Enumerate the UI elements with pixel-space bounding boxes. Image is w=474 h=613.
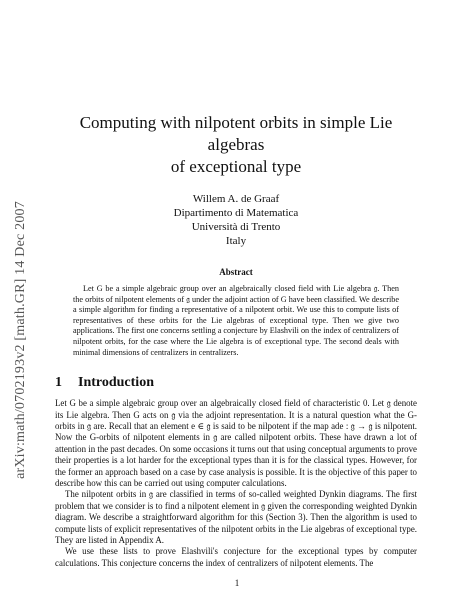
page-number: 1 [234, 578, 240, 588]
title-line-1: Computing with nilpotent orbits in simple Lie algebras [79, 113, 393, 154]
section-number: 1 [55, 375, 62, 391]
author-block [55, 192, 417, 248]
paper-content [55, 112, 417, 569]
author-university: Università di Trento [191, 221, 281, 233]
title-line-2: of exceptional type [170, 157, 302, 176]
section-title: Introduction [78, 375, 154, 391]
author-name: Willem A. de Graaf [192, 193, 280, 205]
intro-paragraph-2: The nilpotent orbits in 𝔤 are classified in terms of so-called weighted Dynkin diagrams. The first problem that we consider is to find a nilpotent element in 𝔤 given the corresponding weighted Dynkin diagram. We describe a straightforward algorithm for this (Section 3). Then the algorithm is used to compute lists of explicit representatives of the nilpotent orbits in the Lie algebras of exceptional type. They are listed in Appendix A. [55, 489, 417, 546]
author-country: Italy [225, 235, 247, 247]
abstract-text: Let G be a simple algebraic group over an algebraically closed field with Lie algebra 𝔤. Then the orbits of nilpotent elements of 𝔤 under the adjoint action of G have been classified. We describe a simple algorithm for finding a representative of a nilpotent orbit. We use this to compute lists of representatives of these orbits for the Lie algebras of exceptional type. Then we give two applications. The first one concerns settling a conjecture by Elashvili on the index of centralizers of nilpotent orbits, for the case where the Lie algebra is of exceptional type. The second deals with minimal dimensions of centralizers in centralizers. [73, 284, 399, 357]
paper-title [55, 112, 417, 178]
section-heading [55, 374, 417, 392]
abstract-heading: Abstract [219, 267, 253, 277]
intro-paragraph-1: Let G be a simple algebraic group over an algebraically closed field of characteristic 0. Let 𝔤 denote its Lie algebra. Then G acts on 𝔤 via the adjoint representation. It is a natural question what the G-orbits in 𝔤 are. Recall that an element e ∈ 𝔤 is said to be nilpotent if the map ade : 𝔤 → 𝔤 is nilpotent. Now the G-orbits of nilpotent elements in 𝔤 are called nilpotent orbits. These have drawn a lot of attention in the past decades. On some occasions it turns out that using conceptual arguments to prove their properties is a lot harder for the exceptional types than it is for the classical types. However, for the former an approach based on a case by case analysis is possible. It is the objective of this paper to describe how this can be carried out using computer calculations. [55, 398, 417, 488]
arxiv-identifier: arXiv:math/0702193v2 [math.GR] 14 Dec 2007 [13, 201, 29, 479]
author-department: Dipartimento di Matematica [173, 207, 299, 219]
intro-paragraph-3: We use these lists to prove Elashvili's conjecture for the exceptional types by computer calculations. This conjecture concerns the index of centralizers of nilpotent elements. The [55, 546, 417, 568]
arxiv-side-stamp [6, 120, 36, 560]
